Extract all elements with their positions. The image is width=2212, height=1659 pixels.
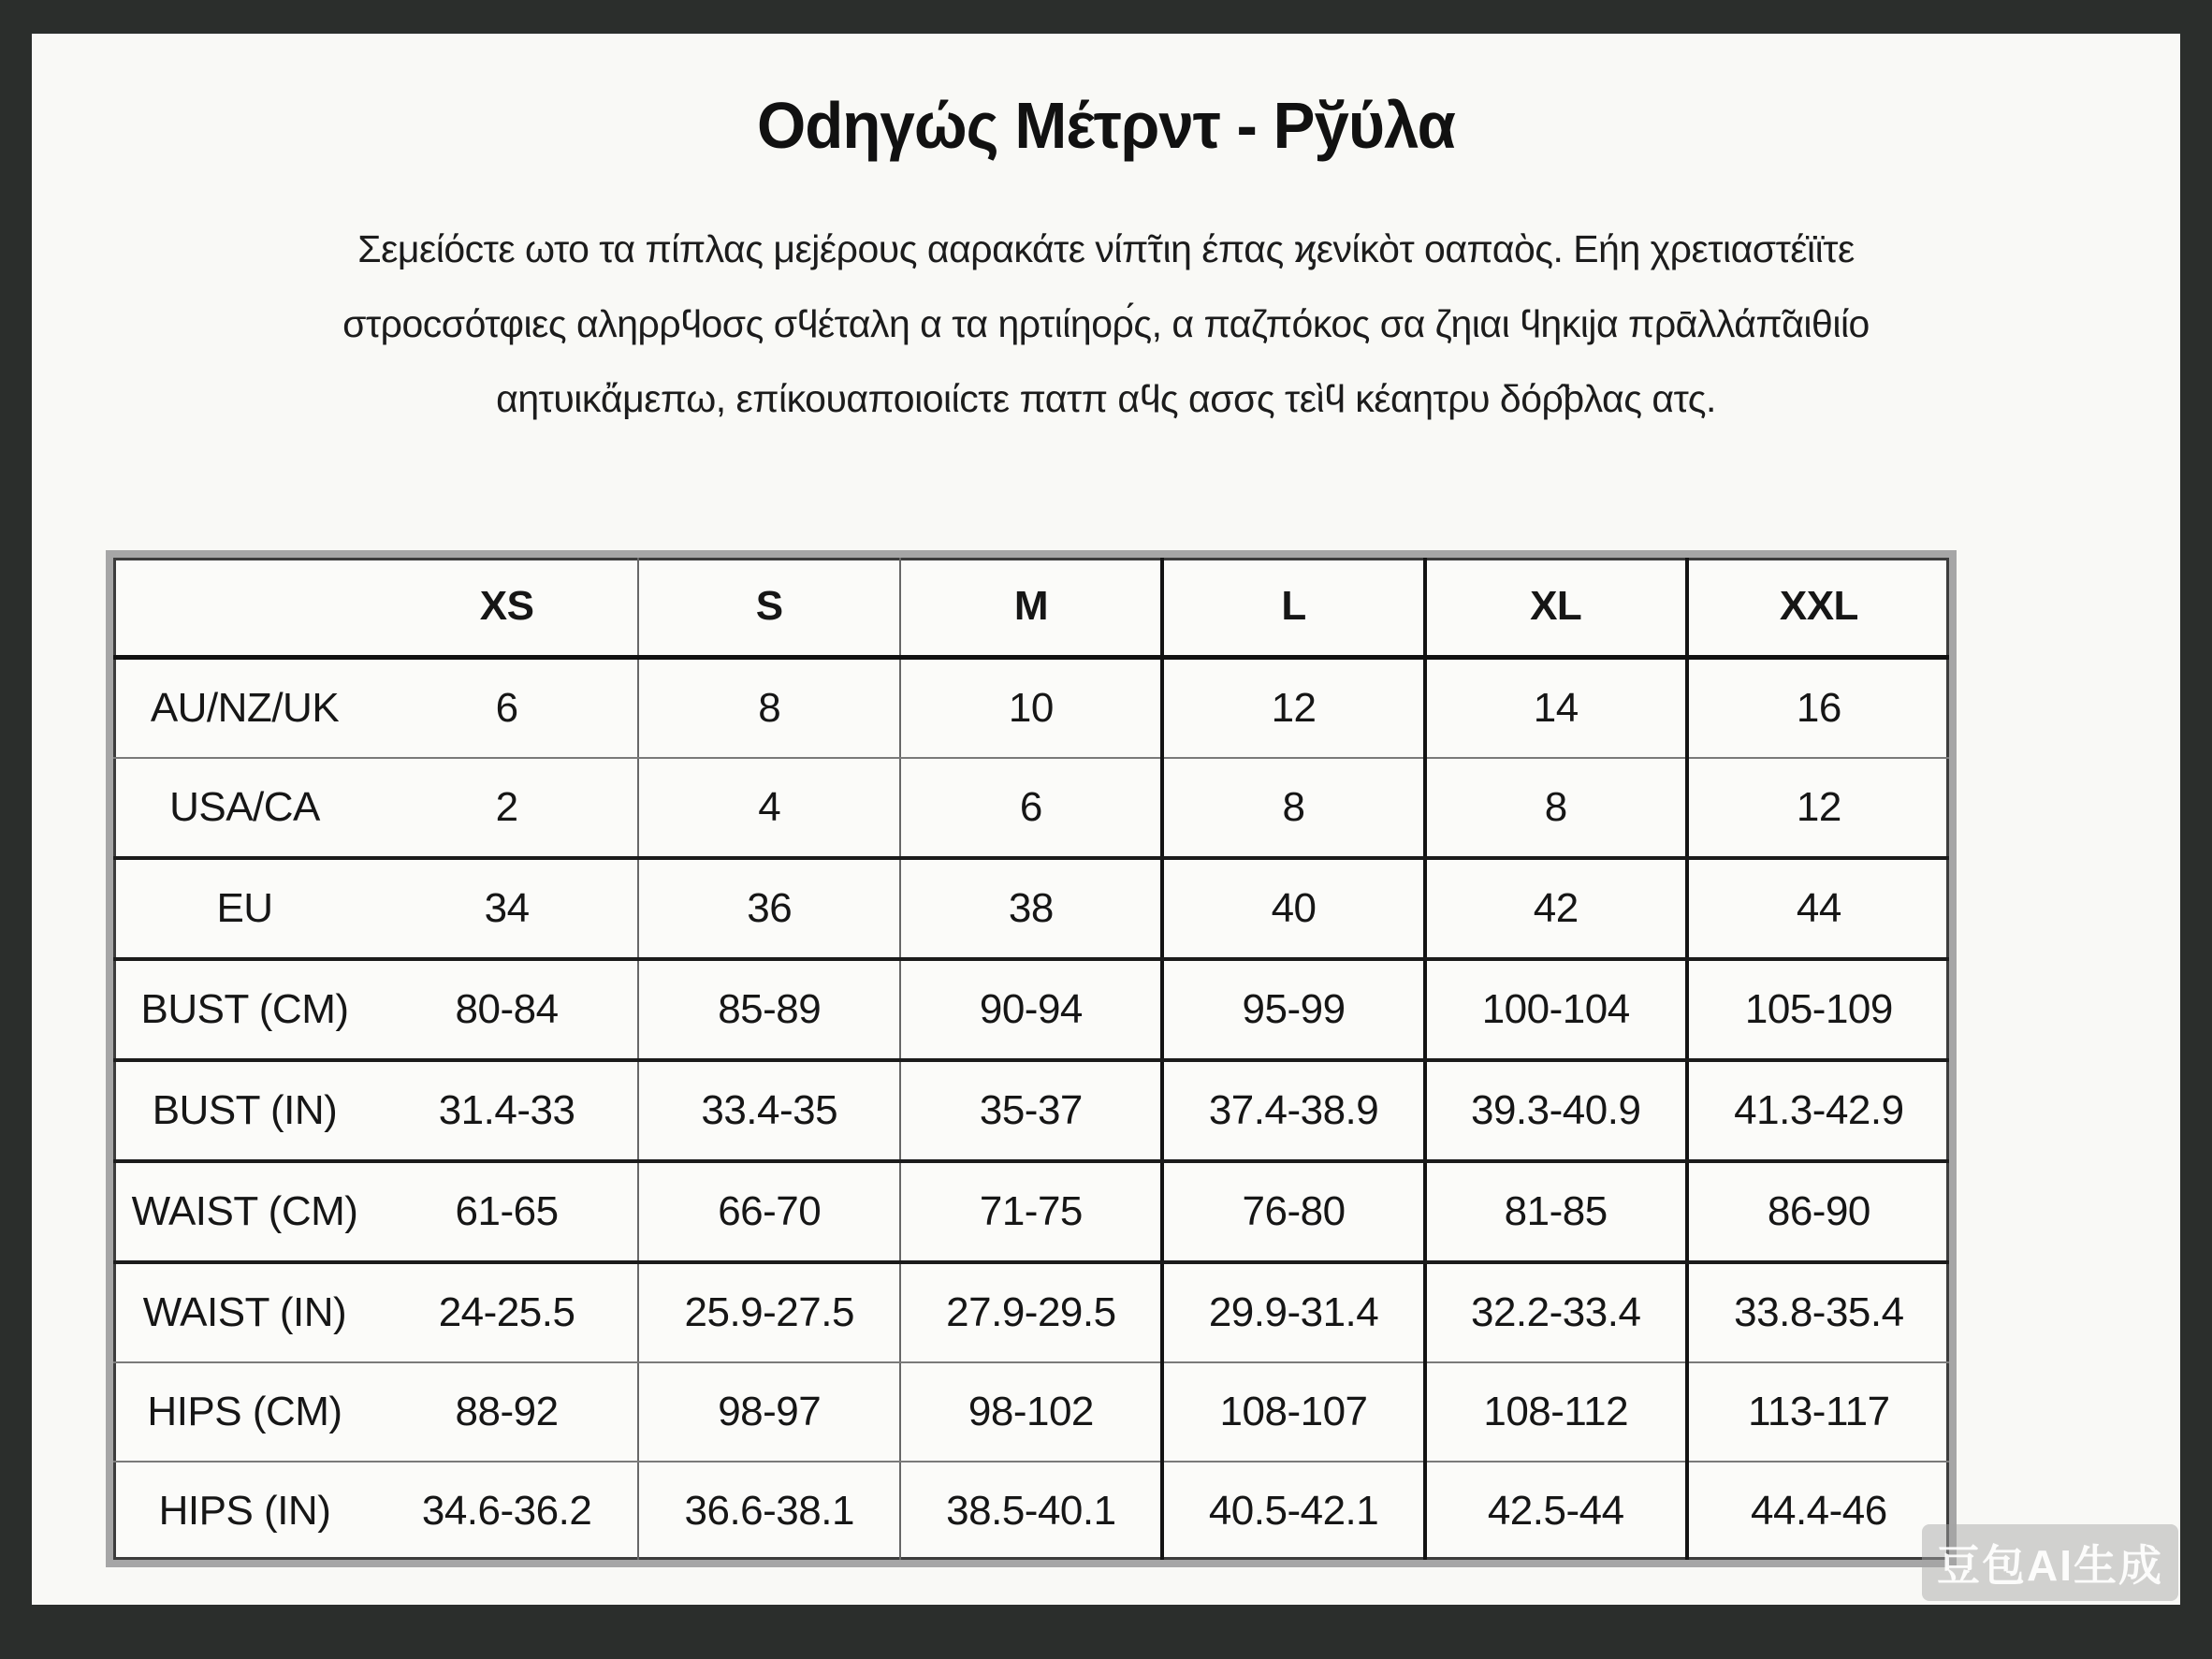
size-value-cell: 34 bbox=[376, 858, 638, 959]
size-value-cell: 14 bbox=[1425, 658, 1687, 759]
row-label: WAIST (CM) bbox=[113, 1161, 376, 1262]
size-value-cell: 90-94 bbox=[900, 959, 1162, 1060]
row-label: AU/NZ/UK bbox=[113, 658, 376, 759]
size-value-cell: 85-89 bbox=[638, 959, 900, 1060]
size-value-cell: 38 bbox=[900, 858, 1162, 959]
table-row bbox=[113, 1362, 1949, 1462]
table-row bbox=[113, 858, 1949, 959]
size-value-cell: 4 bbox=[638, 758, 900, 858]
table-row bbox=[113, 959, 1949, 1060]
size-value-cell: 27.9-29.5 bbox=[900, 1262, 1162, 1362]
size-value-cell: 88-92 bbox=[376, 1362, 638, 1462]
size-value-cell: 39.3-40.9 bbox=[1425, 1060, 1687, 1161]
row-label: USA/CA bbox=[113, 758, 376, 858]
size-value-cell: 16 bbox=[1687, 658, 1949, 759]
intro-line-2: στροϲσότφιες αληρρϥοσς σϥέταλη α τα ηρτιίηορ́ς, α παζπόκος σα ζηιαι ϥηκιϳα πρᾱλλάπ̃αιθιίο bbox=[342, 302, 1870, 345]
size-value-cell: 66-70 bbox=[638, 1161, 900, 1262]
size-value-cell: 25.9-27.5 bbox=[638, 1262, 900, 1362]
size-value-cell: 86-90 bbox=[1687, 1161, 1949, 1262]
size-value-cell: 40 bbox=[1162, 858, 1424, 959]
size-value-cell: 32.2-33.4 bbox=[1425, 1262, 1687, 1362]
row-label: BUST (CM) bbox=[113, 959, 376, 1060]
size-value-cell: 12 bbox=[1687, 758, 1949, 858]
table-row bbox=[113, 1262, 1949, 1362]
size-value-cell: 12 bbox=[1162, 658, 1424, 759]
row-label: HIPS (CM) bbox=[113, 1362, 376, 1462]
table-row bbox=[113, 1462, 1949, 1560]
size-value-cell: 76-80 bbox=[1162, 1161, 1424, 1262]
size-value-cell: 108-112 bbox=[1425, 1362, 1687, 1462]
size-value-cell: 98-102 bbox=[900, 1362, 1162, 1462]
size-value-cell: 37.4-38.9 bbox=[1162, 1060, 1424, 1161]
size-table-frame bbox=[106, 550, 1957, 1567]
size-column-header: XL bbox=[1425, 558, 1687, 658]
size-column-header: XXL bbox=[1687, 558, 1949, 658]
table-row bbox=[113, 758, 1949, 858]
size-value-cell: 6 bbox=[376, 658, 638, 759]
table-row bbox=[113, 1060, 1949, 1161]
size-value-cell: 42.5-44 bbox=[1425, 1462, 1687, 1560]
size-value-cell: 36 bbox=[638, 858, 900, 959]
size-value-cell: 44 bbox=[1687, 858, 1949, 959]
size-value-cell: 6 bbox=[900, 758, 1162, 858]
size-value-cell: 8 bbox=[1162, 758, 1424, 858]
size-value-cell: 31.4-33 bbox=[376, 1060, 638, 1161]
size-value-cell: 40.5-42.1 bbox=[1162, 1462, 1424, 1560]
size-guide-card bbox=[32, 34, 2180, 1605]
header-row bbox=[113, 558, 1949, 658]
table-row bbox=[113, 1161, 1949, 1262]
size-value-cell: 29.9-31.4 bbox=[1162, 1262, 1424, 1362]
size-value-cell: 80-84 bbox=[376, 959, 638, 1060]
size-table bbox=[113, 558, 1949, 1560]
page-title: Οdηγώς Μέτρντ - Ρўύλα bbox=[756, 89, 1456, 162]
size-value-cell: 105-109 bbox=[1687, 959, 1949, 1060]
row-label: EU bbox=[113, 858, 376, 959]
size-value-cell: 8 bbox=[638, 658, 900, 759]
size-value-cell: 33.8-35.4 bbox=[1687, 1262, 1949, 1362]
size-value-cell: 24-25.5 bbox=[376, 1262, 638, 1362]
row-label: HIPS (IN) bbox=[158, 1488, 331, 1534]
size-value-cell: 35-37 bbox=[900, 1060, 1162, 1161]
corner-cell bbox=[113, 558, 376, 658]
row-label: WAIST (IN) bbox=[113, 1262, 376, 1362]
table-row bbox=[113, 658, 1949, 759]
size-value-cell: 108-107 bbox=[1162, 1362, 1424, 1462]
size-value-cell: 113-117 bbox=[1687, 1362, 1949, 1462]
size-value-cell: 42 bbox=[1425, 858, 1687, 959]
intro-paragraph bbox=[114, 211, 2098, 436]
size-table-body bbox=[113, 658, 1949, 1561]
intro-line-1: Σεμείόϲτε ωτο τα πίπλας μεϳέρους ααρακάτε νίπ̃τιη έπας ϗενίκὸτ οαπαὸς. Εήη χρετιαστέϊϊτε bbox=[357, 227, 1855, 270]
size-value-cell: 98-97 bbox=[638, 1362, 900, 1462]
size-value-cell: 41.3-42.9 bbox=[1687, 1060, 1949, 1161]
size-value-cell: 81-85 bbox=[1425, 1161, 1687, 1262]
size-value-cell: 71-75 bbox=[900, 1161, 1162, 1262]
size-value-cell: 2 bbox=[376, 758, 638, 858]
size-column-header: M bbox=[900, 558, 1162, 658]
size-value-cell: 100-104 bbox=[1425, 959, 1687, 1060]
size-value-cell: 10 bbox=[900, 658, 1162, 759]
size-table-header bbox=[113, 558, 1949, 658]
size-value-cell: 38.5-40.1 bbox=[900, 1462, 1162, 1560]
size-value-cell: 33.4-35 bbox=[638, 1060, 900, 1161]
size-value-cell: 8 bbox=[1425, 758, 1687, 858]
ai-watermark: 豆包AI生成 bbox=[1922, 1524, 2178, 1601]
row-label: BUST (IN) bbox=[113, 1060, 376, 1161]
size-value-cell: 44.4-46 bbox=[1687, 1462, 1949, 1560]
intro-line-3: αητυικἄμεπω, επίκουαποιοιίϲτε πατπ αϥς ασσς τεὶϥ κέαητρυ δόρ̂ϸλας ατς. bbox=[496, 377, 1716, 420]
size-column-header: L bbox=[1162, 558, 1424, 658]
size-value-cell: 95-99 bbox=[1162, 959, 1424, 1060]
size-value-cell: 61-65 bbox=[376, 1161, 638, 1262]
size-column-header: XS bbox=[376, 558, 638, 658]
size-value-cell: 34.6-36.2 bbox=[421, 1488, 592, 1534]
size-column-header: S bbox=[638, 558, 900, 658]
size-value-cell: 36.6-38.1 bbox=[638, 1462, 900, 1560]
